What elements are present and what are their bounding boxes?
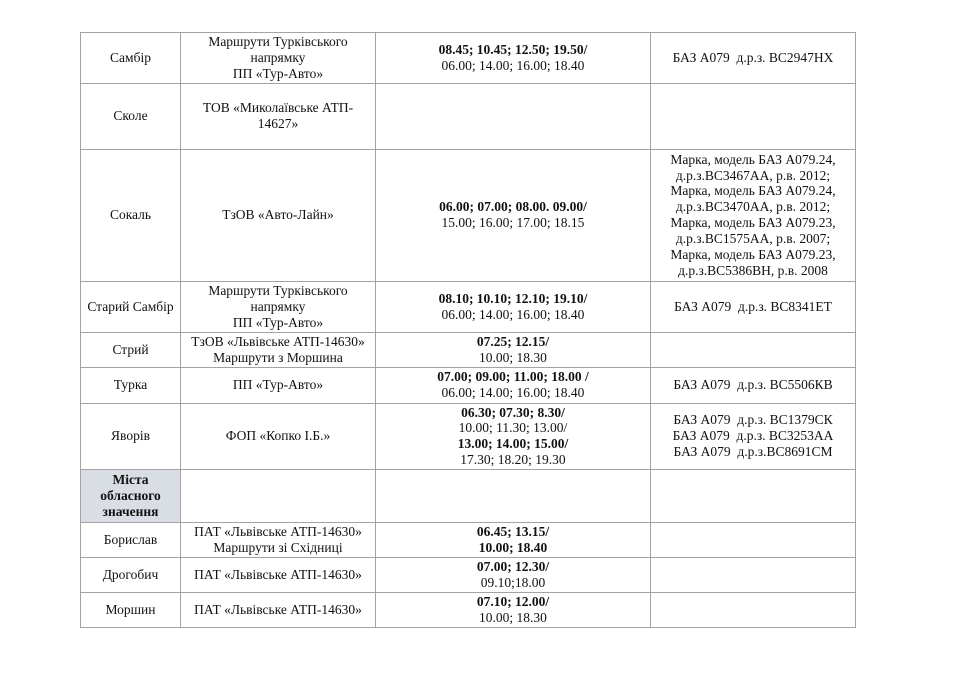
section-header-cell: Міста обласного значення [81,470,181,523]
vehicles-cell-line: БАЗ А079 д.р.з. ВС1379СК [673,412,833,428]
operator-cell [181,523,376,558]
table-row [81,149,856,281]
times-cell-line: 13.00; 14.00; 15.00/ [457,436,569,452]
operator-cell-line: ПАТ «Львівське АТП-14630» [194,524,362,540]
times-cell-line: 17.30; 18.20; 19.30 [460,452,566,468]
times-cell-line: 07.25; 12.15/ [476,333,550,349]
times-cell [376,33,651,84]
vehicles-cell-line: Марка, модель БАЗ А079.24, [670,151,836,167]
operator-cell [181,470,376,523]
vehicles-cell-line: Марка, модель БАЗ А079.24, [670,183,836,199]
operator-cell-line: ТОВ «Миколаївське АТП- [202,100,354,116]
operator-cell-line: ФОП «Копко І.Б.» [225,428,331,444]
operator-cell-line: напрямку [250,49,306,65]
operator-cell-line: Маршрути з Моршина [213,349,343,365]
operator-cell-line: ПП «Тур-Авто» [232,65,324,81]
operator-cell-line: ТзОВ «Львівське АТП-14630» [191,333,365,349]
bus-schedule-table [80,32,856,628]
operator-cell [181,332,376,367]
operator-cell [181,83,376,149]
city-cell: Самбір [81,33,181,84]
vehicles-cell-line: БАЗ А079 д.р.з. ВС5506КВ [673,377,833,393]
vehicles-cell-line: БАЗ А079 д.р.з. ВС3253АА [672,428,834,444]
table-row [81,558,856,593]
times-cell [376,558,651,593]
vehicles-cell [651,523,856,558]
vehicles-cell-line: Марка, модель БАЗ А079.23, [670,247,836,263]
vehicles-cell [651,558,856,593]
times-cell [376,403,651,470]
vehicles-cell [651,83,856,149]
vehicles-cell-line: д.р.з.ВС3470АА, р.в. 2012; [675,199,831,215]
bus-schedule-table-wrap [80,32,856,628]
vehicles-cell-line: БАЗ А079 д.р.з. ВС8341ЕТ [674,298,832,314]
table-row [81,33,856,84]
vehicles-cell-line: д.р.з.ВС5386ВН, р.в. 2008 [678,263,828,279]
times-cell [376,470,651,523]
city-cell: Моршин [81,593,181,628]
city-cell: Сколе [81,83,181,149]
times-cell-line: 07.10; 12.00/ [476,594,550,610]
operator-cell [181,149,376,281]
schedule-table-body [81,33,856,628]
times-cell [376,83,651,149]
times-cell [376,281,651,332]
table-row [81,523,856,558]
vehicles-cell-line: д.р.з.ВС1575АА, р.в. 2007; [675,231,831,247]
operator-cell-line: Маршрути Турківського [208,34,348,49]
times-cell [376,149,651,281]
times-cell-line: 07.00; 09.00; 11.00; 18.00 / [437,369,589,385]
times-cell-line: 06.30; 07.30; 8.30/ [461,404,565,420]
city-cell: Турка [81,367,181,403]
times-cell-line: 08.45; 10.45; 12.50; 19.50/ [438,41,588,57]
table-row [81,83,856,149]
operator-cell-line: ПАТ «Львівське АТП-14630» [194,567,362,583]
times-cell-line: 10.00; 18.40 [478,540,548,556]
times-cell-line: 07.00; 12.30/ [476,559,550,575]
vehicles-cell-line: БАЗ А079 д.р.з. ВС2947НХ [672,49,834,65]
times-cell [376,332,651,367]
times-cell [376,367,651,403]
vehicles-cell-line: БАЗ А079 д.р.з.ВС8691СМ [673,444,833,460]
times-cell [376,523,651,558]
times-cell [376,593,651,628]
operator-cell-line: ПП «Тур-Авто» [232,377,324,393]
operator-cell-line: Маршрути зі Східниці [213,540,343,556]
times-cell-line: 10.00; 18.30 [479,349,547,365]
vehicles-cell [651,593,856,628]
operator-cell [181,367,376,403]
times-cell-line: 06.00; 14.00; 16.00; 18.40 [441,57,585,73]
table-row [81,593,856,628]
operator-cell-line: Маршрути Турківського [208,282,348,298]
operator-cell-line: 14627» [257,116,299,132]
times-cell-line: 06.45; 13.15/ [476,524,550,540]
times-cell-line: 08.10; 10.10; 12.10; 19.10/ [438,290,588,306]
vehicles-cell [651,367,856,403]
times-cell-line: 09.10;18.00 [480,575,546,591]
operator-cell [181,281,376,332]
times-cell-line: 10.00; 18.30 [479,609,547,625]
section-header-row [81,470,856,523]
city-cell: Борислав [81,523,181,558]
times-cell-line: 06.00; 14.00; 16.00; 18.40 [441,385,585,401]
city-cell: Старий Самбір [81,281,181,332]
times-cell-line: 15.00; 16.00; 17.00; 18.15 [441,215,585,231]
vehicles-cell-line: Марка, модель БАЗ А079.23, [670,215,836,231]
city-cell: Сокаль [81,149,181,281]
operator-cell [181,403,376,470]
times-cell-line: 06.00; 14.00; 16.00; 18.40 [441,306,585,322]
vehicles-cell-line: д.р.з.ВС3467АА, р.в. 2012; [675,167,831,183]
vehicles-cell [651,281,856,332]
operator-cell-line: ПАТ «Львівське АТП-14630» [194,602,362,618]
operator-cell-line: ТзОВ «Авто-Лайн» [222,207,334,223]
vehicles-cell [651,149,856,281]
operator-cell [181,593,376,628]
vehicles-cell [651,403,856,470]
table-row [81,367,856,403]
vehicles-cell [651,332,856,367]
times-cell-line: 06.00; 07.00; 08.00. 09.00/ [439,199,587,215]
city-cell: Дрогобич [81,558,181,593]
operator-cell [181,33,376,84]
vehicles-cell [651,470,856,523]
vehicles-cell [651,33,856,84]
table-row [81,281,856,332]
operator-cell-line: напрямку [250,298,306,314]
operator-cell-line: ПП «Тур-Авто» [232,314,324,330]
times-cell-line: 10.00; 11.30; 13.00/ [458,420,568,436]
city-cell: Стрий [81,332,181,367]
table-row [81,332,856,367]
table-row [81,403,856,470]
operator-cell [181,558,376,593]
city-cell: Яворів [81,403,181,470]
